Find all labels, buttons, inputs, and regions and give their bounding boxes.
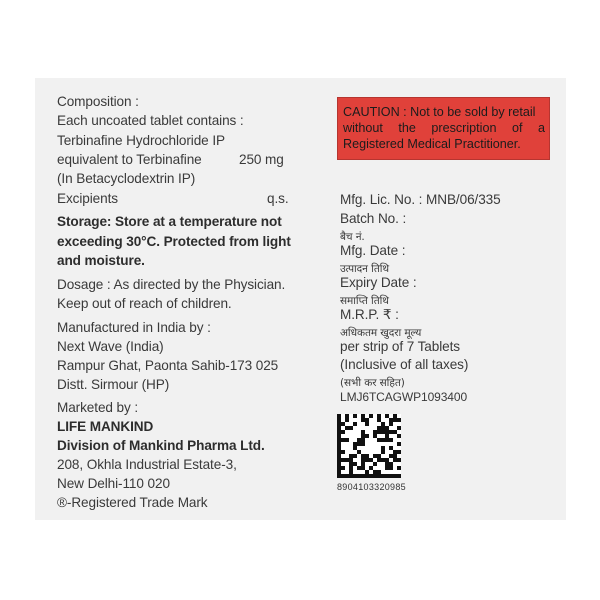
ingredient-name: Terbinafine Hydrochloride IP (57, 133, 225, 148)
inclusive-taxes: (Inclusive of all taxes) (340, 357, 469, 372)
storage-line-1: Storage: Store at a temperature not (57, 214, 282, 229)
excipients-label: Excipients (57, 191, 118, 206)
caution-word-the: the (398, 121, 416, 135)
caution-word-prescription: prescription (431, 121, 497, 135)
manufacturer-name: Next Wave (India) (57, 339, 164, 354)
lot-code: LMJ6TCAGWP1093400 (340, 390, 468, 404)
caution-box (337, 97, 550, 160)
marketer-address-2: New Delhi-110 020 (57, 476, 170, 491)
batch-no-label: Batch No. : (340, 211, 407, 226)
caution-word-without: without (343, 121, 383, 135)
expiry-date-label: Expiry Date : (340, 275, 417, 290)
manufacturer-address: Rampur Ghat, Paonta Sahib-173 025 (57, 358, 279, 373)
batch-no-hindi: बैच नं. (340, 231, 365, 243)
excipients-qs: q.s. (267, 191, 289, 206)
keep-out-text: Keep out of reach of children. (57, 296, 232, 311)
dose-value: 250 mg (239, 152, 284, 167)
storage-line-2: exceeding 30°C. Protected from light (57, 234, 291, 249)
mfg-date-hindi: उत्पादन तिथि (340, 263, 390, 275)
mfg-date-label: Mfg. Date : (340, 243, 406, 258)
datamatrix-graphic (337, 414, 401, 478)
caution-line-2 (343, 120, 545, 136)
caution-line-3: Registered Medical Practitioner. (343, 137, 521, 151)
storage-line-3: and moisture. (57, 253, 145, 268)
manufacturer-district: Distt. Sirmour (HP) (57, 377, 170, 392)
trademark-note: ®-Registered Trade Mark (57, 495, 208, 510)
datamatrix-code (337, 414, 401, 478)
mrp-label: M.R.P. ₹ : (340, 307, 399, 322)
each-tablet-contains: Each uncoated tablet contains : (57, 113, 244, 128)
complex-text: (In Betacyclodextrin IP) (57, 171, 196, 186)
marketer-address-1: 208, Okhla Industrial Estate-3, (57, 457, 237, 472)
dosage-text: Dosage : As directed by the Physician. (57, 277, 286, 292)
barcode-number: 8904103320985 (337, 482, 406, 492)
manufactured-by-label: Manufactured in India by : (57, 320, 211, 335)
equivalent-text: equivalent to Terbinafine (57, 152, 202, 167)
marketed-by-label: Marketed by : (57, 400, 139, 415)
caution-line-1: CAUTION : Not to be sold by retail (343, 105, 536, 119)
marketer-division: Division of Mankind Pharma Ltd. (57, 438, 265, 453)
caution-word-a: a (537, 121, 545, 135)
composition-heading: Composition : (57, 94, 139, 109)
inclusive-taxes-hindi: (सभी कर सहित) (340, 377, 405, 389)
expiry-date-hindi: समाप्ति तिथि (340, 295, 389, 307)
marketer-name: LIFE MANKIND (57, 419, 154, 434)
per-strip-text: per strip of 7 Tablets (340, 339, 460, 354)
mrp-hindi: अधिकतम खुदरा मूल्य (340, 327, 422, 339)
mfg-license: Mfg. Lic. No. : MNB/06/335 (340, 192, 501, 207)
caution-word-of: of (511, 121, 523, 135)
